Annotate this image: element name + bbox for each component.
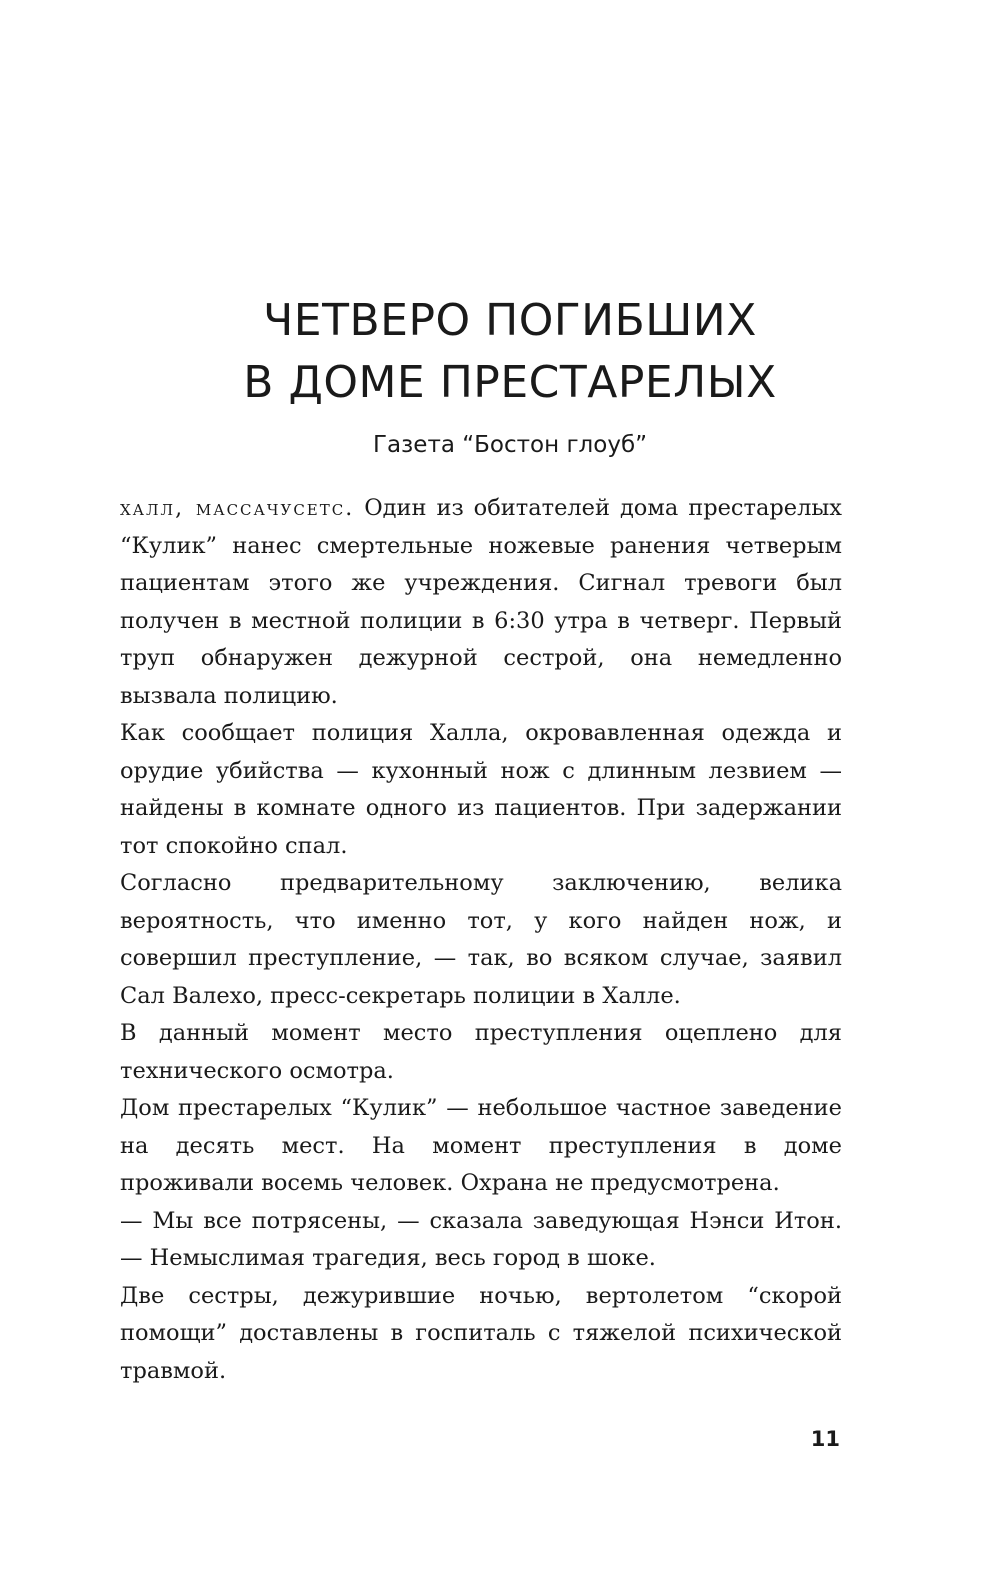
- headline-line-1: ЧЕТВЕРО ПОГИБШИХ: [263, 295, 757, 346]
- article-body: [120, 490, 842, 1390]
- paragraph-text: Один из обитателей дома престарелых “Кулик” нанес смертельные ножевые ранения четверым пациентам этого же учреждения. Сигнал тревоги был получен в местной полиции в 6:30 утра в четверг. Первый труп обнаружен дежурной сестрой, она немедленно вызвала полицию.: [120, 495, 843, 709]
- article-paragraph-7: Две сестры, дежурившие ночью, вертолетом “скорой помощи” доставлены в госпиталь с тяжелой психической травмой.: [120, 1282, 842, 1384]
- article-paragraph-1: [120, 490, 842, 715]
- article-paragraph-6: — Мы все потрясены, — сказала заведующая Нэнси Итон. — Немыслимая трагедия, весь город в шоке.: [120, 1207, 842, 1271]
- article-paragraph-3: Согласно предварительному заключению, велика вероятность, что именно тот, у кого найден нож, и совершил преступление, — так, во всяком случае, заявил Сал Валехо, пресс-секретарь полиции в Халле.: [120, 870, 842, 1009]
- article-paragraph-4: В данный момент место преступления оцеплено для технического осмотра.: [120, 1020, 842, 1084]
- headline-line-2: В ДОМЕ ПРЕСТАРЕЛЫХ: [243, 357, 777, 408]
- newspaper-source: Газета “Бостон глоуб”: [372, 432, 648, 458]
- page-number: 11: [810, 1427, 840, 1451]
- article-paragraph-5: Дом престарелых “Кулик” — небольшое частное заведение на десять мест. На момент преступления в доме проживали восемь человек. Охрана не предусмотрена.: [120, 1095, 842, 1196]
- chapter-headline: [100, 290, 920, 414]
- dateline: халл, массачусетс.: [120, 496, 355, 521]
- article-paragraph-2: Как сообщает полиция Халла, окровавленная одежда и орудие убийства — кухонный нож с длинным лезвием — найдены в комнате одного из пациентов. При задержании тот спокойно спал.: [120, 720, 842, 859]
